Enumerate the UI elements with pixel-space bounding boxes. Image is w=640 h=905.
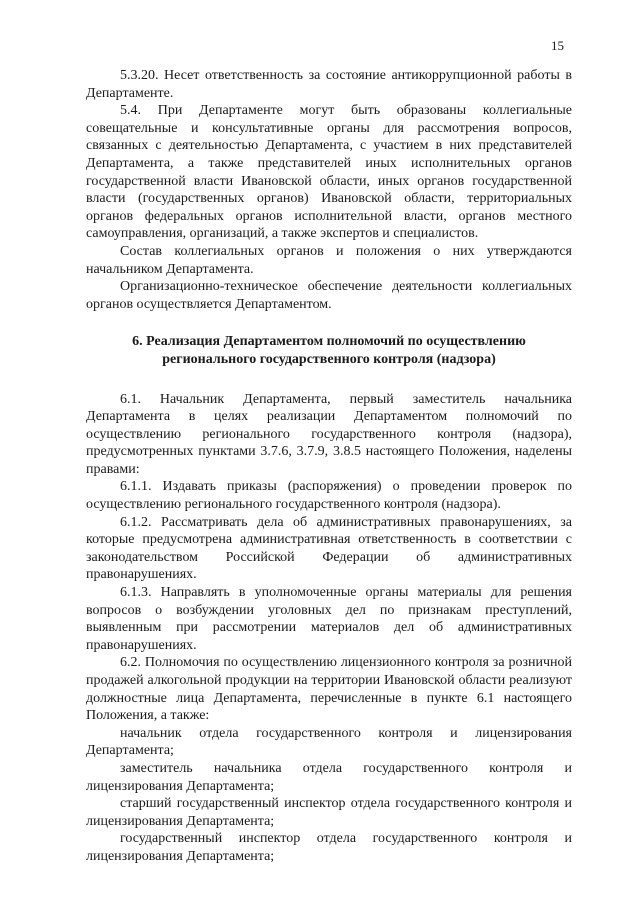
paragraph-6-1: 6.1. Начальник Департамента, первый заместитель начальника Департамента в целях реализации Департаментом полномочий по осуществлению регионального государственного контроля (надзора), предусмотренных пунктами 3.7.6, 3.7.9, 3.8.5 настоящего Положения, наделены правами: bbox=[86, 391, 572, 477]
page-number: 15 bbox=[551, 38, 564, 53]
paragraph-6-1-2: 6.1.2. Рассматривать дела об административных правонарушениях, за которые предусмотрена административная ответственность в соответствии с законодательством Российской Федерации об административных правонарушениях. bbox=[86, 514, 572, 583]
list-item-senior-inspector: старший государственный инспектор отдела государственного контроля и лицензирования Департамента; bbox=[86, 796, 572, 829]
paragraph-6-2: 6.2. Полномочия по осуществлению лицензионного контроля за розничной продажей алкогольной продукции на территории Ивановской области реализуют должностные лица Департамента, перечисленные в пункте 6.1 настоящего Положения, а также: bbox=[86, 655, 572, 724]
paragraph-6-1-3: 6.1.3. Направлять в уполномоченные органы материалы для решения вопросов о возбуждении уголовных дел по признакам преступлений, выявленным при рассмотрении материалов дел об административных правонарушениях. bbox=[86, 585, 572, 653]
document-body bbox=[86, 67, 572, 866]
list-item-head-of-department: начальник отдела государственного контроля и лицензирования Департамента; bbox=[86, 725, 572, 759]
section-heading: 6. Реализация Департаментом полномочий по осуществлению регионального государственного контроля (надзора) bbox=[132, 334, 526, 367]
paragraph-collegial-composition: Состав коллегиальных органов и положения о них утверждаются начальником Департамента. bbox=[86, 243, 572, 277]
paragraph-5-3-20: 5.3.20. Несет ответственность за состояние антикоррупционной работы в Департаменте. bbox=[86, 68, 572, 101]
list-item-inspector: государственный инспектор отдела государственного контроля и лицензирования Департамента; bbox=[86, 831, 572, 864]
paragraph-5-4: 5.4. При Департаменте могут быть образованы коллегиальные совещательные и консультативные органы для рассмотрения вопросов, связанных с деятельностью Департамента, с участием в них представителей Департамента, а также представителей иных исполнительных органов государственной власти Ивановской области, иных органов государственной власти (государственных органов) Ивановской области, территориальных органов федеральных органов исполнительной власти, органов местного самоуправления, организаций, а также экспертов и специалистов. bbox=[86, 103, 572, 242]
paragraph-collegial-support: Организационно-техническое обеспечение деятельности коллегиальных органов осуществляется Департаментом. bbox=[86, 279, 572, 312]
list-item-deputy-head: заместитель начальника отдела государственного контроля и лицензирования Департамента; bbox=[86, 760, 572, 794]
paragraph-6-1-1: 6.1.1. Издавать приказы (распоряжения) о проведении проверок по осуществлению регионального государственного контроля (надзора). bbox=[86, 479, 572, 513]
